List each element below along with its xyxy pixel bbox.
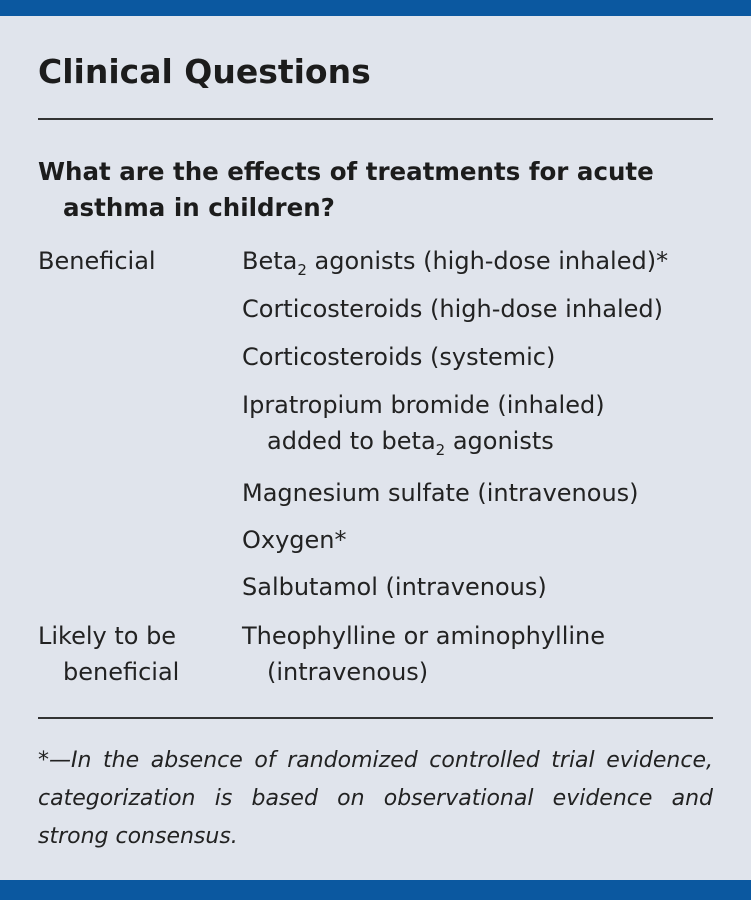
treatment-item: Corticosteroids (systemic)	[242, 343, 556, 371]
top-divider	[38, 118, 713, 120]
category-label-likely-beneficial: Likely to be beneficial	[38, 622, 180, 686]
subscript: 2	[297, 260, 307, 279]
treatment-item: Magnesium sulfate (intravenous)	[242, 479, 639, 507]
footnote: *—In the absence of randomized controlled trial evidence, categorization is based on observational evidence and strong consensus.	[38, 748, 713, 849]
treatment-item: Theophylline or aminophylline (intravenous)	[242, 622, 606, 686]
treatment-item: Salbutamol (intravenous)	[242, 573, 547, 601]
bottom-divider	[38, 717, 713, 719]
treatment-item: Corticosteroids (high-dose inhaled)	[242, 295, 663, 323]
category-label-beneficial: Beneficial	[38, 247, 156, 275]
top-accent-bar	[0, 0, 751, 16]
treatment-text: Beta	[242, 247, 298, 275]
treatment-text-tail: agonists	[445, 427, 554, 455]
bottom-accent-bar	[0, 880, 751, 900]
subscript: 2	[435, 440, 446, 459]
treatment-item: Oxygen*	[242, 526, 347, 554]
treatment-item	[242, 243, 751, 279]
treatment-text-tail: agonists (high-dose inhaled)*	[306, 247, 669, 275]
treatment-item	[242, 387, 667, 459]
clinical-question: What are the effects of treatments for acute asthma in children?	[38, 157, 654, 222]
box-title: Clinical Questions	[38, 52, 371, 91]
treatment-text: Ipratropium bromide (inhaled) added to beta	[242, 391, 605, 455]
